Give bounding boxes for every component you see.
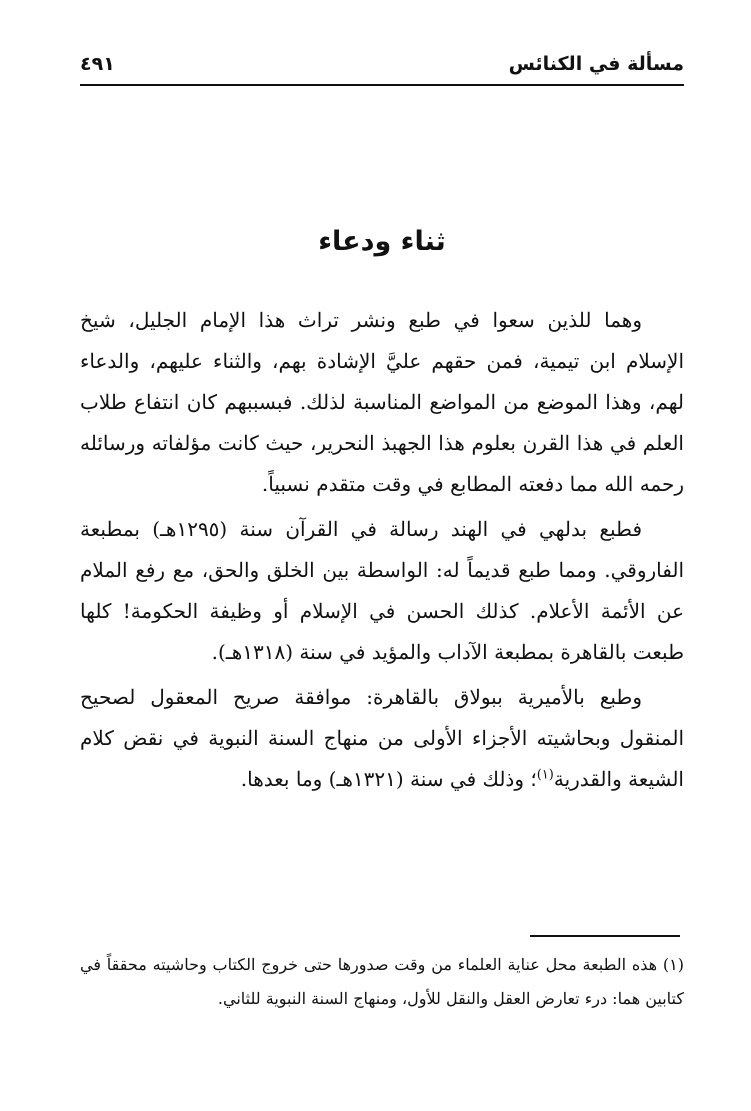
page-number: ٤٩١: [80, 53, 115, 75]
paragraph: [80, 677, 684, 800]
running-title: مسألة في الكنائس: [508, 53, 684, 75]
main-text: [80, 300, 684, 804]
paragraph: فطبع بدلهي في الهند رسالة في القرآن سنة (١٢٩٥هـ) بمطبعة الفاروقي. ومما طبع قديماً له: الواسطة بين الخلق والحق، مع رفع الملام عن الأئمة الأعلام. كذلك الحسن في الإسلام أو وظيفة الحكومة! كلها طبعت بالقاهرة بمطبعة الآداب والمؤيد في سنة (١٣١٨هـ).: [80, 517, 684, 664]
footnote: (١) هذه الطبعة محل عناية العلماء من وقت صدورها حتى خروج الكتاب وحاشيته محققاً في كتابين هما: درء تعارض العقل والنقل للأول، ومنهاج السنة النبوية للثاني.: [80, 955, 684, 1008]
header-divider: [80, 84, 684, 86]
footnote-divider: [530, 935, 680, 937]
paragraph-text: وطبع بالأميرية ببولاق بالقاهرة: موافقة صريح المعقول لصحيح المنقول وبحاشيته الأجزاء الأولى من منهاج السنة النبوية في نقض كلام الشيعة والقدرية: [80, 685, 684, 791]
paragraph: وهما للذين سعوا في طبع ونشر تراث هذا الإمام الجليل، شيخ الإسلام ابن تيمية، فمن حقهم عليَّ الإشادة بهم، والثناء عليهم، والدعاء لهم، وهذا الموضع من المواضع المناسبة لذلك. فبسببهم كان انتفاع طلاب العلم في هذا القرن بعلوم هذا الجهبذ النحرير، حيث كانت مؤلفاته ورسائله رحمه الله مما دفعته المطابع في وقت متقدم نسبياً.: [80, 308, 684, 496]
section-title: ثناء ودعاء: [318, 226, 446, 258]
paragraph-text: ؛ وذلك في سنة (١٣٢١هـ) وما بعدها.: [240, 767, 537, 791]
footnote-reference[interactable]: (١): [536, 767, 554, 783]
page-header: [80, 50, 684, 84]
